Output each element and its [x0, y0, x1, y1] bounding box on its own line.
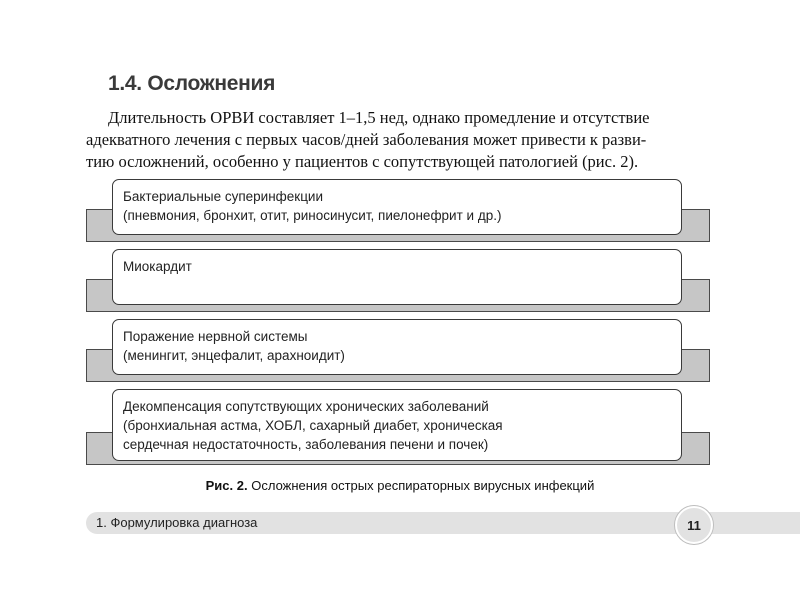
- card-detail: (менингит, энцефалит, арахноидит): [123, 348, 345, 363]
- complication-row-nervous: [86, 319, 710, 383]
- complication-row-chronic: [86, 389, 710, 467]
- card-title: Миокардит: [123, 259, 192, 274]
- complication-card-bacterial: [112, 179, 682, 235]
- complication-row-bacterial: [86, 179, 710, 245]
- card-title: Бактериальные суперинфекции: [123, 189, 324, 204]
- caption-label: Рис. 2.: [205, 478, 248, 493]
- card-title: Декомпенсация сопутствующих хронических заболеваний: [123, 399, 489, 414]
- body-paragraph: [86, 107, 710, 173]
- card-detail: (бронхиальная астма, ХОБЛ, сахарный диабет, хроническая: [123, 418, 503, 433]
- complication-row-myocarditis: [86, 249, 710, 313]
- caption-text: Осложнения острых респираторных вирусных инфекций: [251, 478, 595, 493]
- complication-card-chronic: [112, 389, 682, 461]
- card-title: Поражение нервной системы: [123, 329, 308, 344]
- section-heading: 1.4. Осложнения: [108, 72, 276, 95]
- card-detail: сердечная недостаточность, заболевания печени и почек): [123, 437, 489, 452]
- paragraph-line: тию осложнений, особенно у пациентов с сопутствующей патологией (рис. 2).: [86, 152, 639, 171]
- figure-caption: [0, 478, 800, 493]
- page-number: 11: [675, 506, 713, 544]
- footer-chapter: 1. Формулировка диагноза: [96, 515, 258, 530]
- complication-card-myocarditis: [112, 249, 682, 305]
- paragraph-line: адекватного лечения с первых часов/дней заболевания может привести к разви-: [86, 130, 647, 149]
- paragraph-line: Длительность ОРВИ составляет 1–1,5 нед, однако промедление и отсутствие: [108, 108, 650, 127]
- complication-card-nervous: [112, 319, 682, 375]
- card-detail: (пневмония, бронхит, отит, риносинусит, пиелонефрит и др.): [123, 208, 502, 223]
